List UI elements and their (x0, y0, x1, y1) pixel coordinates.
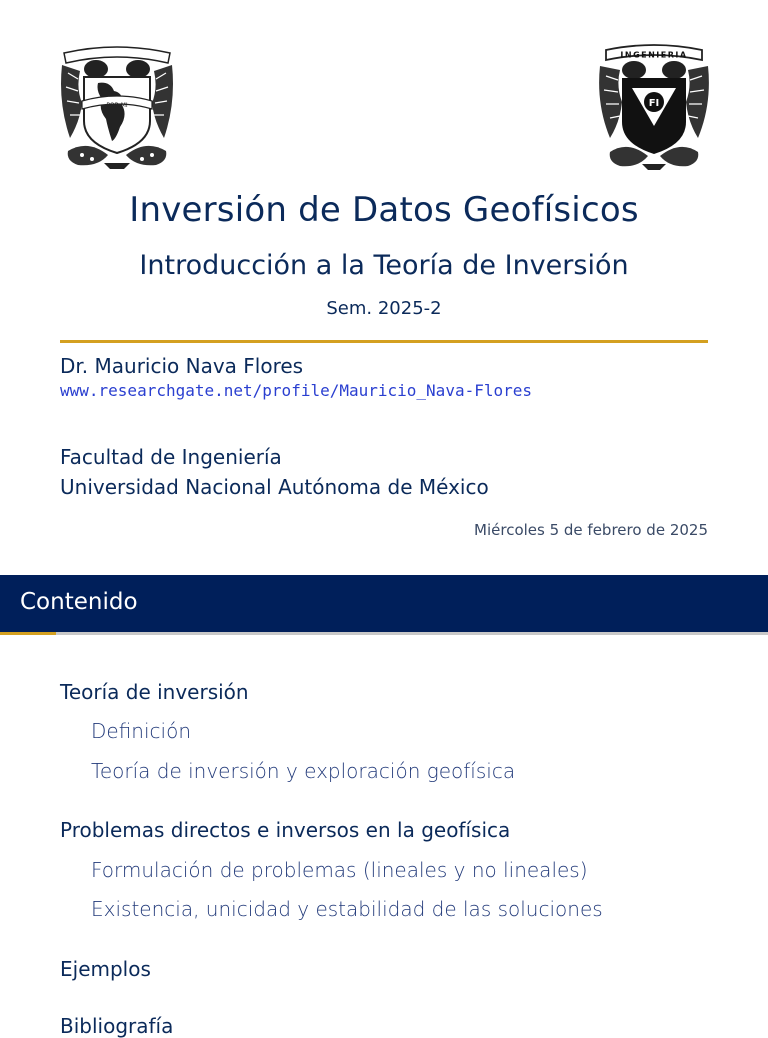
presentation-subtitle: Introducción a la Teoría de Inversión (139, 250, 629, 281)
toc-section[interactable]: Teoría de inversión (60, 680, 249, 704)
contents-heading: Contenido (20, 589, 138, 615)
faculty-name: Facultad de Ingeniería (60, 445, 282, 469)
svg-text:FI: FI (648, 98, 660, 109)
toc-subsection[interactable]: Teoría de inversión y exploración geofísica (91, 759, 516, 783)
toc-subsection[interactable]: Definición (91, 719, 191, 743)
university-name: Universidad Nacional Autónoma de México (60, 475, 489, 499)
title-divider (60, 340, 708, 343)
presentation-date: Miércoles 5 de febrero de 2025 (474, 521, 708, 539)
author-profile-link[interactable]: www.researchgate.net/profile/Mauricio_Nava-Flores (60, 381, 533, 400)
contents-header-underline (0, 632, 768, 635)
contents-header-accent (0, 632, 56, 635)
toc-section[interactable]: Bibliografía (60, 1014, 174, 1038)
toc-subsection[interactable]: Existencia, unicidad y estabilidad de las soluciones (91, 897, 603, 921)
presentation-title: Inversión de Datos Geofísicos (129, 190, 639, 230)
svg-text:INGENIERIA: INGENIERIA (620, 50, 688, 60)
toc-subsection[interactable]: Formulación de problemas (lineales y no lineales) (91, 858, 588, 882)
semester-label: Sem. 2025-2 (326, 298, 442, 319)
author-name: Dr. Mauricio Nava Flores (60, 354, 304, 378)
ingenieria-seal (598, 42, 710, 174)
toc-section[interactable]: Problemas directos e inversos en la geofísica (60, 818, 511, 842)
unam-seal (58, 43, 176, 173)
toc-section[interactable]: Ejemplos (60, 957, 151, 981)
svg-text:POR MI: POR MI (106, 102, 128, 109)
